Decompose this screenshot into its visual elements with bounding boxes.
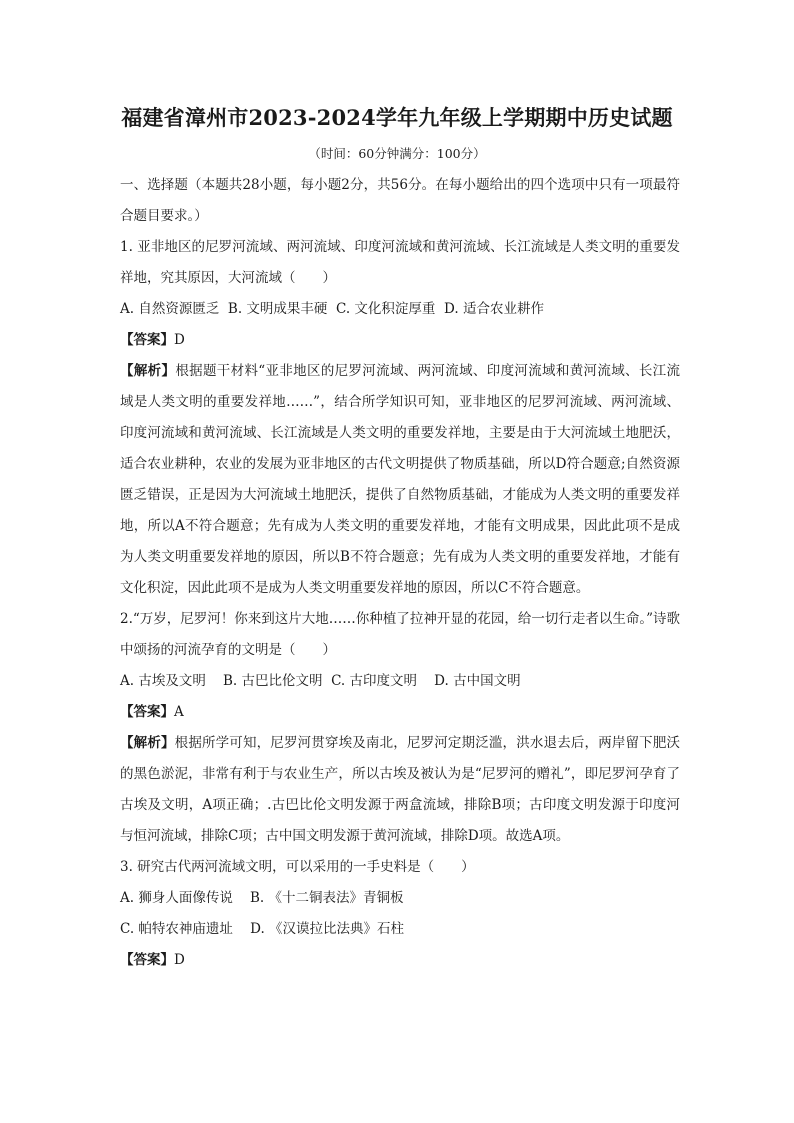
question-1-options: A. 自然资源匮乏 B. 文明成果丰硬 C. 文化积淀厚重 D. 适合农业耕作 [120,301,544,317]
exam-time-info: （时间：60分钟满分：100分） [308,146,486,161]
question-2-analysis [120,728,680,852]
question-2-stem: 2.“万岁，尼罗河！你来到这片大地……你种植了拉神开显的花园，给一切行走者以生命。”诗歌中颂扬的河流孕育的文明是（ ） [120,611,680,658]
analysis-label: 【解析】 [120,363,176,379]
question-3-stem: 3. 研究古代两河流域文明，可以采用的一手史料是（ ） [120,859,475,875]
question-1-stem: 1. 亚非地区的尼罗河流域、两河流域、印度河流域和黄河流域、长江流域是人类文明的重要发祥地，究其原因，大河流域（ ） [120,239,680,286]
answer-label: 【答案】 [120,952,174,968]
document-body [120,170,680,976]
question-2-options: A. 古埃及文明 B. 古巴比伦文明 C. 古印度文明 D. 古中国文明 [120,673,521,689]
analysis-text: 根据题干材料“亚非地区的尼罗河流域、两河流域、印度河流域和黄河流域、长江流域是人类文明的重要发祥地……”，结合所学知识可知，亚非地区的尼罗河流域、两河流域、印度河流域和黄河流域、长江流域是人类文明的重要发祥地，主要是由于大河流域土地肥沃，适合农业耕种，农业的发展为亚非地区的古代文明提供了物质基础，所以D符合题意;自然资源匮乏错误，正是因为大河流域土地肥沃，提供了自然物质基础，才能成为人类文明的重要发祥地，所以A不符合题意；先有成为人类文明的重要发祥地，才能有文明成果，因此此项不是成为人类文明重要发祥地的原因，所以B不符合题意；先有成为人类文明的重要发祥地，才能有文化积淀，因此此项不是成为人类文明重要发祥地的原因，所以C不符合题意。 [120,363,680,596]
answer-label: 【答案】 [120,332,174,348]
question-3-options-row-1: A. 狮身人面像传说 B. 《十二铜表法》青铜板 [120,890,404,906]
answer-value: A [174,704,184,720]
analysis-text: 根据所学可知，尼罗河贯穿埃及南北，尼罗河定期泛滥，洪水退去后，两岸留下肥沃的黑色淤泥，非常有利于与农业生产，所以古埃及被认为是“尼罗河的赠礼”，即尼罗河孕育了古埃及文明，A项正确；.古巴比伦文明发源于两盒流域，排除B项；古印度文明发源于印度河与恒河流域，排除C项；古中国文明发源于黄河流域，排除D项。故选A项。 [120,735,681,844]
question-3-options-row-2: C. 帕特农神庙遗址 D. 《汉谟拉比法典》石柱 [120,921,405,937]
answer-value: D [174,952,185,968]
question-2-answer [120,697,680,728]
answer-label: 【答案】 [120,704,174,720]
question-3-answer [120,945,680,976]
analysis-label: 【解析】 [120,735,175,751]
question-1-analysis [120,356,680,604]
answer-value: D [174,332,185,348]
question-1-answer [120,325,680,356]
section-heading: 一、选择题（本题共28小题，每小题2分，共56分。在每小题给出的四个选项中只有一项最符合题目要求。） [120,177,680,224]
page-title: 福建省漳州市2023-2024学年九年级上学期期中历史试题 [121,105,673,130]
